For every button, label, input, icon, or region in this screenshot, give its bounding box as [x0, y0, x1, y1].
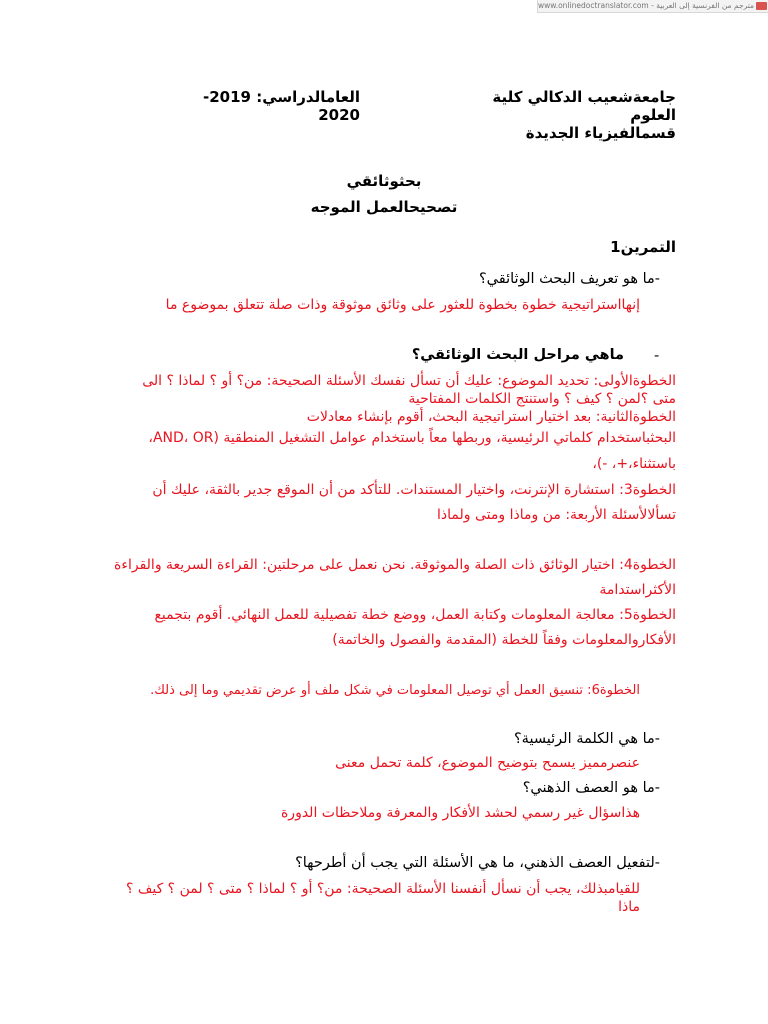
step-2-line-2: البحثباستخدام كلماتي الرئيسية، وربطها معاً باستخدام عوامل التشغيل المنطقية (AND، OR، — [148, 430, 676, 446]
step-1-line-1: الخطوةالأولى: تحديد الموضوع: عليك أن تسأل نفسك الأسئلة الصحيحة: من؟ أو ؟ لماذا ؟ الى — [142, 373, 676, 389]
academic-year: العامالدراسي: 2019-2020 — [203, 88, 360, 124]
step-5-line-2: الأفكاروالمعلومات وفقاً للخطة (المقدمة والفصول والخاتمة) — [332, 632, 676, 648]
step-3-line-1: الخطوة3: استشارة الإنترنت، واختيار المستندات. للتأكد من أن الموقع جدير بالثقة، عليك أن — [152, 482, 676, 498]
pdf-icon — [756, 2, 767, 10]
step-2-line-1: الخطوةالثانية: بعد اختيار استراتيجية البحث، أقوم بإنشاء معادلات — [306, 409, 676, 425]
answer-5-line-2: ماذا — [618, 899, 640, 915]
translator-banner[interactable] — [537, 0, 768, 13]
university-line-2: العلوم — [630, 106, 676, 124]
exercise-title: التمرين1 — [610, 238, 676, 256]
answer-1: إنهااستراتيجية خطوة بخطوة للعثور على وثائق موثوقة وذات صلة تتعلق بموضوع ما — [165, 297, 640, 313]
department-name: قسمالفيزياء الجديدة — [525, 124, 676, 142]
question-3: -ما هي الكلمة الرئيسية؟ — [513, 731, 660, 747]
step-4-line-2: الأكثراستدامة — [599, 582, 676, 598]
university-name — [376, 88, 676, 142]
document-subtitle: تصحيحالعمل الموجه — [310, 198, 458, 216]
document-title: بحثوثائقي — [346, 172, 422, 190]
answer-5-line-1: للقيامبذلك، يجب أن نسأل أنفسنا الأسئلة الصحيحة: من؟ أو ؟ لماذا ؟ متى ؟ لمن ؟ كيف ؟ — [125, 881, 640, 897]
step-1-line-2: متى ؟لمن ؟ كيف ؟ واستنتج الكلمات المفتاحية — [408, 391, 676, 407]
step-6: الخطوة6: تنسيق العمل أي توصيل المعلومات في شكل ملف أو عرض تقديمي وما إلى ذلك. — [150, 683, 640, 698]
step-5-line-1: الخطوة5: معالجة المعلومات وكتابة العمل، ووضع خطة تفصيلية للعمل النهائي. أقوم بتجميع — [154, 607, 676, 623]
university-line-1: جامعةشعيب الدكالي كلية — [492, 88, 676, 106]
step-2-line-3: باستثناء،+، -)، — [592, 456, 676, 472]
answer-3: عنصرمميز يسمح بتوضيح الموضوع، كلمة تحمل معنى — [335, 755, 640, 771]
answer-5 — [0, 880, 640, 916]
step-1 — [16, 372, 676, 426]
question-1: -ما هو تعريف البحث الوثائقي؟ — [478, 271, 660, 287]
step-4-line-1: الخطوة4: اختيار الوثائق ذات الصلة والموثوقة. نحن نعمل على مرحلتين: القراءة السريعة والقراءة — [114, 557, 676, 573]
question-2: ماهي مراحل البحث الوثائقي؟ — [411, 347, 624, 363]
banner-text[interactable]: www.onlinedoctranslator.com - مترجم من الفرنسية إلى العربية — [538, 1, 755, 10]
question-4: -ما هو العصف الذهني؟ — [522, 780, 660, 796]
answer-4: هذاسؤال غير رسمي لحشد الأفكار والمعرفة وملاحظات الدورة — [280, 805, 640, 821]
question-5: -لتفعيل العصف الذهني، ما هي الأسئلة التي يجب أن أطرحها؟ — [295, 855, 660, 871]
bullet-dash: - — [654, 348, 660, 364]
step-3-line-2: تسألالأسئلة الأربعة: من وماذا ومتى ولماذا — [437, 507, 676, 523]
